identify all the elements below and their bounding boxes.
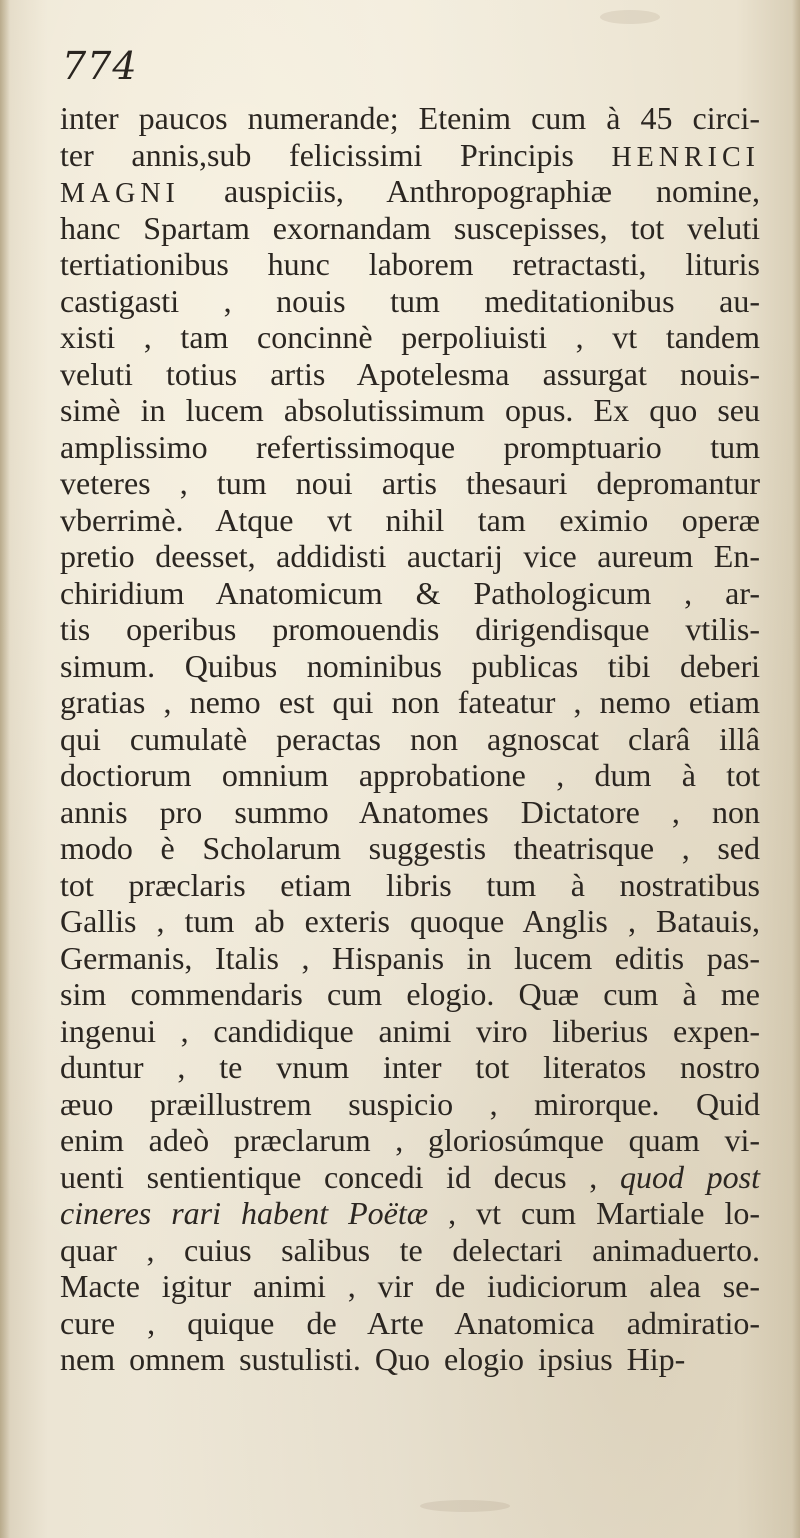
text-line [60,1122,760,1159]
text-segment: castigasti , nouis tum meditationibus au- [60,282,760,319]
text-segment: vberrimè. Atque vt nihil tam eximio operæ [60,501,760,538]
text-segment: auspiciis, Anthropographiæ nomine, [179,173,760,209]
text-line [60,976,760,1013]
text-line [60,1268,760,1305]
text-line [60,356,760,393]
text-line [60,684,760,721]
text-line [60,538,760,575]
text-segment: ingenui , candidique animi viro liberius expen- [60,1012,760,1049]
page-right-edge [792,0,800,1538]
text-line [60,210,760,247]
text-segment: nem omnem sustulisti. Quo elogio ipsius Hip- [60,1341,686,1377]
text-segment: veluti totius artis Apotelesma assurgat nouis- [60,355,760,392]
text-line [60,648,760,685]
text-line [60,319,760,356]
text-segment: Macte igitur animi , vir de iudiciorum alea se- [60,1268,760,1304]
text-segment: simum. Quibus nominibus publicas tibi deberi [60,647,760,684]
text-segment: tis operibus promouendis dirigendisque vtilis- [60,611,760,647]
text-segment: sim commendaris cum elogio. Quæ cum à me [60,976,760,1012]
text-line [60,1232,760,1269]
text-segment: annis pro summo Anatomes Dictatore , non [60,793,760,830]
text-segment: MAGNI [60,178,180,209]
text-segment: gratias , nemo est qui non fateatur , nemo etiam [60,684,760,720]
text-segment: Gallis , tum ab exteris quoque Anglis , Batauis, [60,903,760,939]
text-segment: amplissimo refertissimoque promptuario tum [60,428,760,465]
text-line [60,830,760,867]
text-segment: hanc Spartam exornandam suscepisses, tot veluti [60,209,760,246]
text-segment: chiridium Anatomicum & Pathologicum , ar- [60,574,760,611]
text-segment: tertiationibus hunc laborem retractasti, lituris [60,246,760,282]
text-line [60,100,760,137]
text-line [60,575,760,612]
text-line [60,283,760,320]
text-line [60,1086,760,1123]
text-segment: æuo præillustrem suspicio , mirorque. Quid [60,1085,760,1122]
text-line [60,429,760,466]
text-segment: HENRICI [611,141,760,173]
page-left-edge [0,0,10,1538]
text-line [60,502,760,539]
text-segment: pretio deesset, addidisti auctarij vice aureum En- [60,538,760,574]
text-line [60,940,760,977]
text-segment: veteres , tum noui artis thesauri depromantur [60,465,760,501]
paper-stain [600,10,660,24]
text-segment: enim adeò præclarum , gloriosúmque quam vi- [60,1122,760,1158]
text-segment: qui cumulatè peractas non agnoscat clarâ illâ [60,720,760,757]
text-line [60,392,760,429]
text-line [60,794,760,831]
text-line [60,611,760,648]
text-line [60,246,760,283]
text-segment: simè in lucem absolutissimum opus. Ex quo seu [60,392,760,428]
text-line [60,1195,760,1232]
text-segment: Germanis, Italis , Hispanis in lucem editis pas- [60,939,760,976]
text-segment: cure , quique de Arte Anatomica admiratio- [60,1304,760,1341]
text-line [60,721,760,758]
text-line [60,465,760,502]
text-line [60,867,760,904]
text-line [60,1159,760,1196]
text-line [60,173,760,210]
text-line [60,1305,760,1342]
page-number: 774 [62,44,138,88]
text-line [60,1013,760,1050]
text-segment: xisti , tam concinnè perpoliuisti , vt tandem [60,319,760,355]
text-segment: quod post [619,1158,761,1195]
text-segment: quar , cuius salibus te delectari animaduerto. [60,1231,760,1268]
text-segment: inter paucos numerande; Etenim cum à 45 circi- [60,100,760,136]
body-text [60,100,760,1378]
text-segment: cineres rari habent Poëtæ [60,1195,429,1231]
text-line [60,1341,760,1378]
text-line [60,903,760,940]
text-line [60,757,760,794]
text-segment: uenti sentientique concedi id decus , [60,1158,620,1195]
text-line [60,137,760,174]
text-segment: , vt cum Martiale lo- [428,1195,761,1231]
paper-stain [420,1500,510,1512]
text-segment: tot præclaris etiam libris tum à nostratibus [60,866,760,903]
text-segment: ter annis,sub felicissimi Principis [60,136,612,173]
text-segment: modo è Scholarum suggestis theatrisque , sed [60,830,760,866]
text-segment: doctiorum omnium approbatione , dum à tot [60,757,760,793]
text-line [60,1049,760,1086]
text-segment: duntur , te vnum inter tot literatos nostro [60,1049,760,1085]
